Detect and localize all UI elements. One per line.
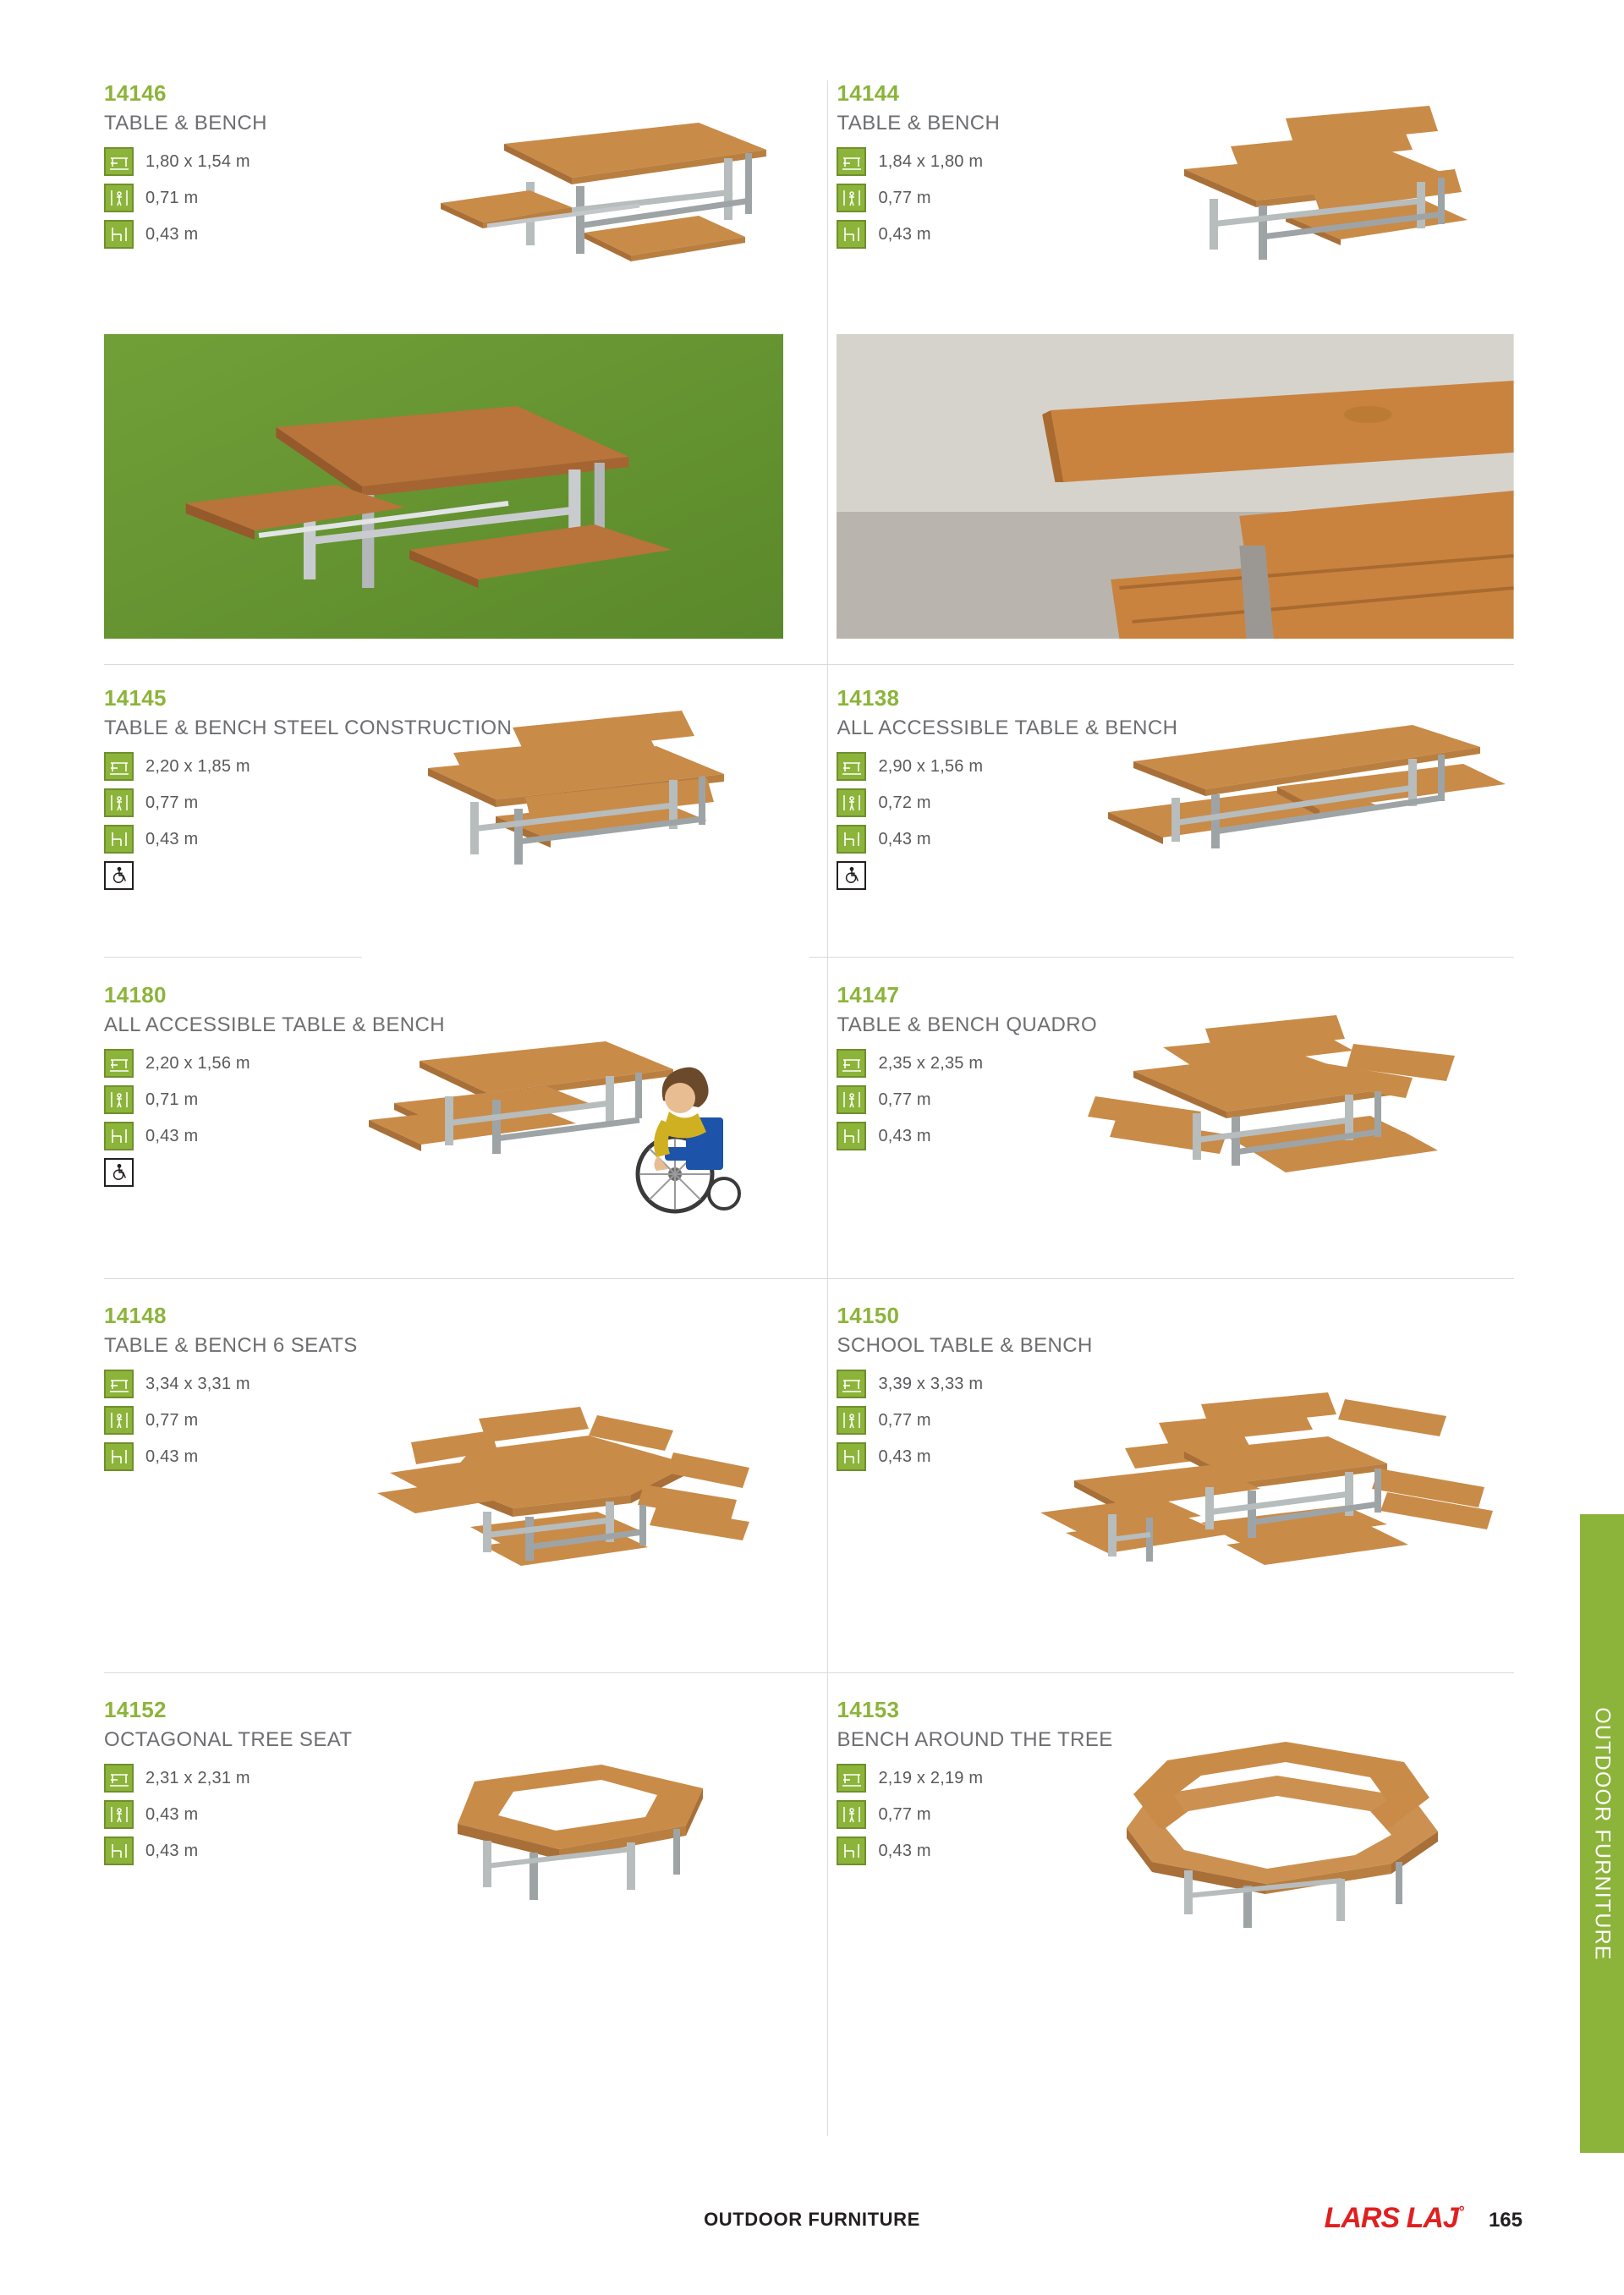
spec-value: 0,43 m — [878, 224, 931, 244]
spec-value: 2,20 x 1,56 m — [145, 1053, 250, 1073]
spec-safety-zone — [837, 184, 1514, 212]
spec-safety-zone — [837, 1800, 1514, 1829]
spec-value: 0,43 m — [145, 1126, 199, 1145]
spec-value: 0,77 m — [878, 1804, 931, 1824]
spec-value: 1,84 x 1,80 m — [878, 151, 984, 171]
page-content — [104, 80, 1514, 2195]
spec-value: 0,43 m — [878, 1126, 931, 1145]
person-height-icon — [104, 1800, 134, 1829]
spec-safety-zone — [104, 788, 783, 817]
product-code: 14180 — [104, 982, 167, 1007]
product-card-14150[interactable] — [809, 1303, 1514, 1664]
spec-list — [104, 752, 783, 890]
photo-cell-14144 — [809, 334, 1514, 647]
spec-value: 2,31 x 2,31 m — [145, 1768, 250, 1787]
table-dimensions-icon — [837, 1370, 866, 1398]
product-code: 14148 — [104, 1303, 167, 1328]
spec-value: 0,43 m — [145, 1804, 199, 1824]
seat-height-icon — [104, 220, 134, 249]
spec-value: 0,77 m — [145, 1410, 199, 1430]
spec-accessible — [837, 861, 1514, 890]
spec-list — [837, 1370, 1514, 1471]
spec-dimensions — [104, 752, 783, 781]
spec-seat-height — [104, 825, 783, 854]
table-dimensions-icon — [104, 147, 134, 176]
footer-title: OUTDOOR FURNITURE — [704, 2209, 920, 2230]
spec-value: 3,34 x 3,31 m — [145, 1374, 250, 1393]
product-card-14148[interactable] — [104, 1303, 809, 1664]
product-name: TABLE & BENCH QUADRO — [837, 1013, 1098, 1036]
product-photo-14146 — [104, 334, 783, 639]
seat-height-icon — [837, 825, 866, 854]
section-side-tab — [1580, 1514, 1624, 2153]
spec-seat-height — [104, 1442, 783, 1471]
spec-list — [837, 147, 1514, 249]
table-dimensions-icon — [104, 752, 134, 781]
product-row-3 — [104, 958, 1514, 1271]
page-number: 165 — [1488, 2209, 1522, 2232]
wheelchair-icon — [104, 1158, 134, 1187]
spec-seat-height — [837, 825, 1514, 854]
table-dimensions-icon — [837, 752, 866, 781]
divider-right — [809, 957, 1515, 958]
seat-height-icon — [104, 825, 134, 854]
seat-height-icon — [837, 1837, 866, 1865]
product-name: TABLE & BENCH — [837, 112, 1001, 135]
person-height-icon — [837, 1085, 866, 1114]
spec-value: 0,43 m — [878, 1841, 931, 1860]
column-divider — [827, 80, 828, 2136]
product-name: SCHOOL TABLE & BENCH — [837, 1334, 1093, 1357]
spec-safety-zone — [837, 788, 1514, 817]
spec-value: 0,43 m — [145, 224, 199, 244]
brand-logo-dot: ° — [1457, 2203, 1463, 2221]
spec-dimensions — [837, 1370, 1514, 1398]
seat-height-icon — [837, 220, 866, 249]
spec-value: 0,77 m — [878, 1090, 931, 1109]
spec-value: 0,43 m — [878, 829, 931, 848]
spec-list — [104, 1049, 783, 1187]
product-row-2 — [104, 665, 1514, 957]
page-footer — [0, 2200, 1624, 2251]
spec-accessible — [104, 861, 783, 890]
table-dimensions-icon — [104, 1764, 134, 1793]
spec-dimensions — [837, 1049, 1514, 1078]
spec-dimensions — [104, 1764, 783, 1793]
product-code: 14146 — [104, 80, 167, 106]
person-height-icon — [837, 1800, 866, 1829]
spec-value: 3,39 x 3,33 m — [878, 1374, 984, 1393]
product-card-14145[interactable] — [104, 685, 809, 957]
spec-list — [104, 1370, 783, 1471]
spec-value: 0,71 m — [145, 188, 199, 207]
spec-value: 0,71 m — [145, 1090, 199, 1109]
spec-value: 1,80 x 1,54 m — [145, 151, 250, 171]
product-code: 14147 — [837, 982, 900, 1007]
spec-value: 0,77 m — [878, 188, 931, 207]
product-code: 14150 — [837, 1303, 900, 1328]
product-card-14138[interactable] — [809, 685, 1514, 957]
seat-height-icon — [104, 1122, 134, 1150]
spec-dimensions — [104, 1049, 783, 1078]
person-height-icon — [837, 184, 866, 212]
product-name: ALL ACCESSIBLE TABLE & BENCH — [104, 1013, 445, 1036]
product-code: 14153 — [837, 1697, 900, 1722]
side-tab-label: OUTDOOR FURNITURE — [1590, 1706, 1615, 1961]
spec-dimensions — [104, 147, 783, 176]
product-name: TABLE & BENCH — [104, 112, 267, 135]
spec-value: 2,35 x 2,35 m — [878, 1053, 984, 1073]
spec-value: 2,19 x 2,19 m — [878, 1768, 984, 1787]
product-name: OCTAGONAL TREE SEAT — [104, 1728, 353, 1751]
spec-seat-height — [837, 1442, 1514, 1471]
product-row-1 — [104, 80, 1514, 334]
person-height-icon — [837, 788, 866, 817]
product-card-14153[interactable] — [809, 1697, 1514, 1978]
spec-accessible — [104, 1158, 783, 1187]
spec-seat-height — [104, 1122, 783, 1150]
spec-value: 0,43 m — [145, 1447, 199, 1466]
seat-height-icon — [104, 1442, 134, 1471]
seat-height-icon — [104, 1837, 134, 1865]
product-row-4 — [104, 1279, 1514, 1664]
spec-list — [104, 147, 783, 249]
spec-dimensions — [837, 752, 1514, 781]
spec-list — [837, 752, 1514, 890]
spec-safety-zone — [104, 184, 783, 212]
divider-left — [104, 957, 362, 958]
spec-safety-zone — [837, 1085, 1514, 1114]
seat-height-icon — [837, 1122, 866, 1150]
spec-value: 0,43 m — [145, 829, 199, 848]
product-name: TABLE & BENCH 6 SEATS — [104, 1334, 358, 1357]
spec-seat-height — [837, 1122, 1514, 1150]
table-dimensions-icon — [104, 1370, 134, 1398]
spec-value: 0,43 m — [145, 1841, 199, 1860]
spec-value: 0,77 m — [145, 793, 199, 812]
product-code: 14152 — [104, 1697, 167, 1722]
product-name: ALL ACCESSIBLE TABLE & BENCH — [837, 717, 1178, 739]
spec-value: 2,90 x 1,56 m — [878, 756, 984, 776]
spec-safety-zone — [104, 1406, 783, 1435]
spec-dimensions — [837, 147, 1514, 176]
spec-list — [837, 1764, 1514, 1865]
wheelchair-icon — [104, 861, 134, 890]
spec-seat-height — [837, 1837, 1514, 1865]
product-card-14144[interactable] — [809, 80, 1514, 334]
product-row-5 — [104, 1673, 1514, 1978]
product-code: 14144 — [837, 80, 900, 106]
brand-logo-text: LARS LAJ — [1324, 2202, 1458, 2234]
person-height-icon — [104, 184, 134, 212]
table-dimensions-icon — [837, 147, 866, 176]
product-code: 14138 — [837, 685, 900, 711]
spec-safety-zone — [837, 1406, 1514, 1435]
spec-dimensions — [104, 1370, 783, 1398]
product-card-14180[interactable] — [104, 982, 809, 1271]
product-photo-14144 — [837, 334, 1514, 639]
spec-list — [104, 1764, 783, 1865]
product-code: 14145 — [104, 685, 167, 711]
table-dimensions-icon — [837, 1049, 866, 1078]
table-dimensions-icon — [104, 1049, 134, 1078]
seat-height-icon — [837, 1442, 866, 1471]
spec-dimensions — [837, 1764, 1514, 1793]
spec-list — [837, 1049, 1514, 1150]
spec-value: 0,43 m — [878, 1447, 931, 1466]
person-height-icon — [104, 1085, 134, 1114]
photo-row-1 — [104, 334, 1514, 647]
spec-seat-height — [837, 220, 1514, 249]
spec-seat-height — [104, 220, 783, 249]
product-card-14146[interactable] — [104, 80, 809, 334]
wheelchair-icon — [837, 861, 866, 890]
spec-value: 0,72 m — [878, 793, 931, 812]
person-height-icon — [104, 1406, 134, 1435]
person-height-icon — [104, 788, 134, 817]
spec-safety-zone — [104, 1085, 783, 1114]
table-dimensions-icon — [837, 1764, 866, 1793]
product-card-14152[interactable] — [104, 1697, 809, 1978]
brand-logo — [1325, 2202, 1463, 2235]
product-name: BENCH AROUND THE TREE — [837, 1728, 1113, 1751]
product-card-14147[interactable] — [809, 982, 1514, 1271]
spec-value: 0,77 m — [878, 1410, 931, 1430]
spec-safety-zone — [104, 1800, 783, 1829]
spec-seat-height — [104, 1837, 783, 1865]
photo-cell-14146 — [104, 334, 809, 647]
person-height-icon — [837, 1406, 866, 1435]
product-name: TABLE & BENCH STEEL CONSTRUCTION — [104, 717, 513, 739]
spec-value: 2,20 x 1,85 m — [145, 756, 250, 776]
